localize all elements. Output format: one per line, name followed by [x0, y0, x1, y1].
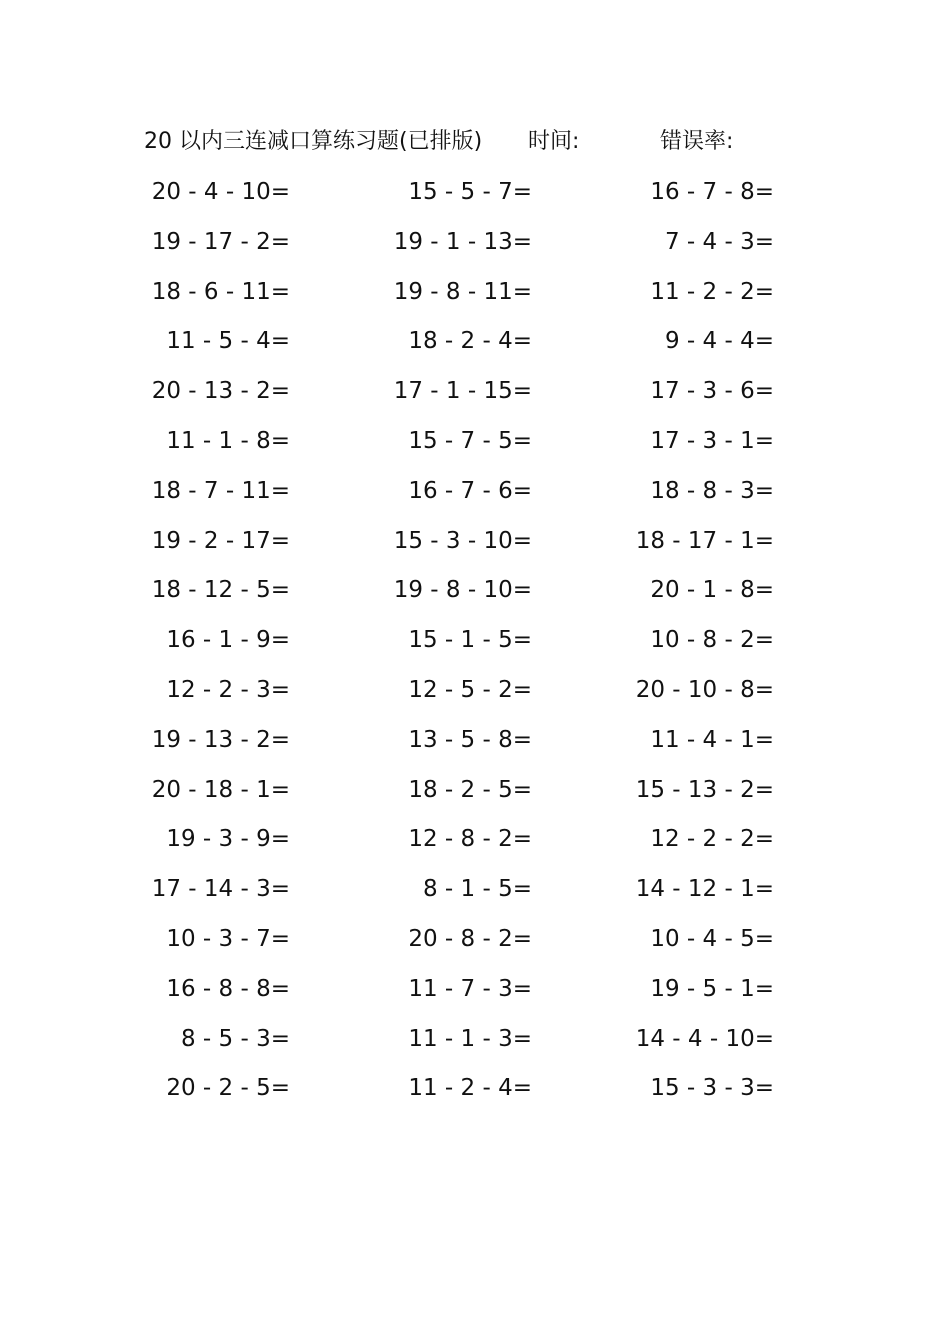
problem-item: 19 - 17 - 2=: [151, 228, 290, 255]
problem-row: [0, 321, 950, 371]
problem-item: 12 - 5 - 2=: [408, 676, 532, 703]
problem-row: [0, 919, 950, 969]
problem-item: 16 - 7 - 6=: [408, 477, 532, 504]
problem-item: 19 - 1 - 13=: [393, 228, 532, 255]
error-rate-label: 错误率:: [660, 129, 734, 154]
problem-item: 15 - 3 - 10=: [393, 527, 532, 554]
problem-item: 15 - 1 - 5=: [408, 627, 532, 654]
problem-row: [0, 670, 950, 720]
problem-item: 11 - 1 - 8=: [166, 427, 290, 454]
problem-item: 19 - 2 - 17=: [151, 527, 290, 554]
problem-item: 17 - 3 - 1=: [650, 427, 774, 454]
problem-item: 16 - 8 - 8=: [166, 975, 290, 1002]
problem-item: 20 - 18 - 1=: [151, 776, 290, 803]
problem-item: 20 - 1 - 8=: [650, 577, 774, 604]
time-label: 时间:: [528, 129, 580, 154]
problem-item: 18 - 6 - 11=: [151, 278, 290, 305]
problem-item: 19 - 3 - 9=: [166, 826, 290, 853]
problem-item: 18 - 8 - 3=: [650, 477, 774, 504]
problem-row: [0, 272, 950, 322]
problem-row: [0, 969, 950, 1019]
problem-item: 16 - 7 - 8=: [650, 179, 774, 205]
problem-item: 18 - 2 - 4=: [408, 328, 532, 355]
problem-item: 16 - 1 - 9=: [166, 627, 290, 654]
problem-item: 20 - 2 - 5=: [166, 1075, 290, 1102]
problem-item: 17 - 14 - 3=: [151, 876, 290, 903]
problem-item: 18 - 17 - 1=: [635, 527, 774, 554]
problem-item: 19 - 5 - 1=: [650, 975, 774, 1002]
problem-item: 11 - 2 - 2=: [650, 278, 774, 305]
problem-row: [0, 770, 950, 820]
problem-item: 9 - 4 - 4=: [664, 328, 774, 355]
problem-item: 15 - 7 - 5=: [408, 427, 532, 454]
problem-item: 11 - 7 - 3=: [408, 975, 532, 1002]
problem-row: [0, 1068, 950, 1118]
problem-item: 15 - 3 - 3=: [650, 1075, 774, 1102]
problem-item: 8 - 1 - 5=: [422, 876, 532, 903]
problem-item: 19 - 13 - 2=: [151, 726, 290, 753]
problem-item: 14 - 12 - 1=: [635, 876, 774, 903]
problem-row: [0, 172, 950, 222]
problem-item: 12 - 8 - 2=: [408, 826, 532, 853]
problem-item: 14 - 4 - 10=: [635, 1025, 774, 1052]
problem-item: 18 - 7 - 11=: [151, 477, 290, 504]
problem-item: 10 - 4 - 5=: [650, 925, 774, 952]
problem-item: 17 - 3 - 6=: [650, 378, 774, 405]
problem-item: 18 - 12 - 5=: [151, 577, 290, 604]
problem-item: 17 - 1 - 15=: [393, 378, 532, 405]
problem-item: 11 - 2 - 4=: [408, 1075, 532, 1102]
problem-row: [0, 371, 950, 421]
problem-item: 15 - 5 - 7=: [408, 179, 532, 205]
problem-item: 20 - 8 - 2=: [408, 925, 532, 952]
problem-item: 18 - 2 - 5=: [408, 776, 532, 803]
problem-row: [0, 1019, 950, 1069]
problem-row: [0, 421, 950, 471]
problem-row: [0, 819, 950, 869]
problem-item: 12 - 2 - 3=: [166, 676, 290, 703]
problem-item: 11 - 5 - 4=: [166, 328, 290, 355]
problem-item: 13 - 5 - 8=: [408, 726, 532, 753]
problem-row: [0, 222, 950, 272]
problem-item: 15 - 13 - 2=: [635, 776, 774, 803]
problem-row: [0, 720, 950, 770]
problem-grid: [0, 172, 950, 1118]
problem-row: [0, 521, 950, 571]
problem-item: 20 - 13 - 2=: [151, 378, 290, 405]
problem-item: 20 - 10 - 8=: [635, 676, 774, 703]
problem-item: 11 - 1 - 3=: [408, 1025, 532, 1052]
problem-item: 12 - 2 - 2=: [650, 826, 774, 853]
problem-item: 10 - 8 - 2=: [650, 627, 774, 654]
worksheet-title: 20 以内三连减口算练习题(已排版): [144, 129, 483, 154]
problem-item: 19 - 8 - 10=: [393, 577, 532, 604]
problem-item: 10 - 3 - 7=: [166, 925, 290, 952]
problem-item: 19 - 8 - 11=: [393, 278, 532, 305]
problem-item: 8 - 5 - 3=: [180, 1025, 290, 1052]
problem-item: 11 - 4 - 1=: [650, 726, 774, 753]
problem-item: 7 - 4 - 3=: [664, 228, 774, 255]
problem-row: [0, 620, 950, 670]
problem-row: [0, 471, 950, 521]
problem-row: [0, 869, 950, 919]
problem-row: [0, 570, 950, 620]
problem-item: 20 - 4 - 10=: [151, 179, 290, 205]
